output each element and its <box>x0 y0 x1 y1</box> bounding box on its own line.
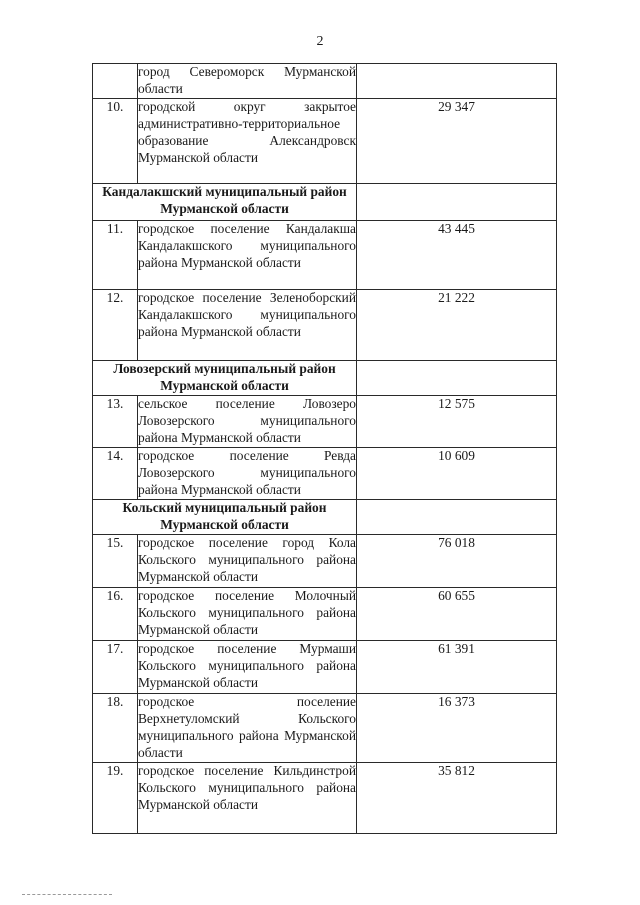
municipality-name: город Североморск Мурманской области <box>138 64 357 99</box>
population-value: 60 655 <box>357 587 557 640</box>
empty-cell <box>357 361 557 396</box>
population-value: 61 391 <box>357 640 557 693</box>
table-row <box>93 64 557 99</box>
municipality-name: городское поселение Кильдинстрой Кольского муниципального района Мурманской области <box>138 762 357 833</box>
municipality-name: городское поселение Молочный Кольского муниципального района Мурманской области <box>138 587 357 640</box>
empty-cell <box>357 500 557 535</box>
row-number: 16. <box>93 587 138 640</box>
row-number: 18. <box>93 693 138 762</box>
row-number: 13. <box>93 396 138 448</box>
district-group-header: Ловозерский муниципальный район Мурманской области <box>93 361 357 396</box>
row-number: 12. <box>93 290 138 361</box>
municipality-name: городское поселение Верхнетуломский Кольского муниципального района Мурманской области <box>138 693 357 762</box>
population-value <box>357 64 557 99</box>
population-value: 10 609 <box>357 448 557 500</box>
population-value: 16 373 <box>357 693 557 762</box>
population-value: 12 575 <box>357 396 557 448</box>
table-row <box>93 99 557 184</box>
district-group-header: Кандалакшский муниципальный район Мурманской области <box>93 184 357 221</box>
group-header-row <box>93 184 557 221</box>
row-number <box>93 64 138 99</box>
scan-artifact-divider <box>22 894 112 896</box>
row-number: 11. <box>93 221 138 290</box>
table-row <box>93 290 557 361</box>
municipality-name: городское поселение Ревда Ловозерского муниципального района Мурманской области <box>138 448 357 500</box>
population-value: 21 222 <box>357 290 557 361</box>
row-number: 17. <box>93 640 138 693</box>
table-row <box>93 448 557 500</box>
group-header-row <box>93 361 557 396</box>
page-number: 2 <box>316 34 324 49</box>
district-group-header: Кольский муниципальный район Мурманской области <box>93 500 357 535</box>
table-row <box>93 396 557 448</box>
population-value: 43 445 <box>357 221 557 290</box>
population-value: 35 812 <box>357 762 557 833</box>
group-header-row <box>93 500 557 535</box>
municipality-name: городское поселение Кандалакша Кандалакшского муниципального района Мурманской области <box>138 221 357 290</box>
municipality-name: сельское поселение Ловозеро Ловозерского муниципального района Мурманской области <box>138 396 357 448</box>
empty-cell <box>357 184 557 221</box>
municipality-name: городское поселение Мурмаши Кольского муниципального района Мурманской области <box>138 640 357 693</box>
population-value: 76 018 <box>357 534 557 587</box>
table-row <box>93 762 557 833</box>
table-row <box>93 221 557 290</box>
row-number: 14. <box>93 448 138 500</box>
table-row <box>93 640 557 693</box>
municipalities-table <box>92 63 557 834</box>
municipality-name: городское поселение Зеленоборский Кандалакшского муниципального района Мурманской области <box>138 290 357 361</box>
table-row <box>93 693 557 762</box>
table-row <box>93 534 557 587</box>
row-number: 19. <box>93 762 138 833</box>
municipality-name: городской округ закрытое административно-территориальное образование Александровск Мурманской области <box>138 99 357 184</box>
municipality-name: городское поселение город Кола Кольского муниципального района Мурманской области <box>138 534 357 587</box>
row-number: 10. <box>93 99 138 184</box>
table-row <box>93 587 557 640</box>
population-value: 29 347 <box>357 99 557 184</box>
row-number: 15. <box>93 534 138 587</box>
